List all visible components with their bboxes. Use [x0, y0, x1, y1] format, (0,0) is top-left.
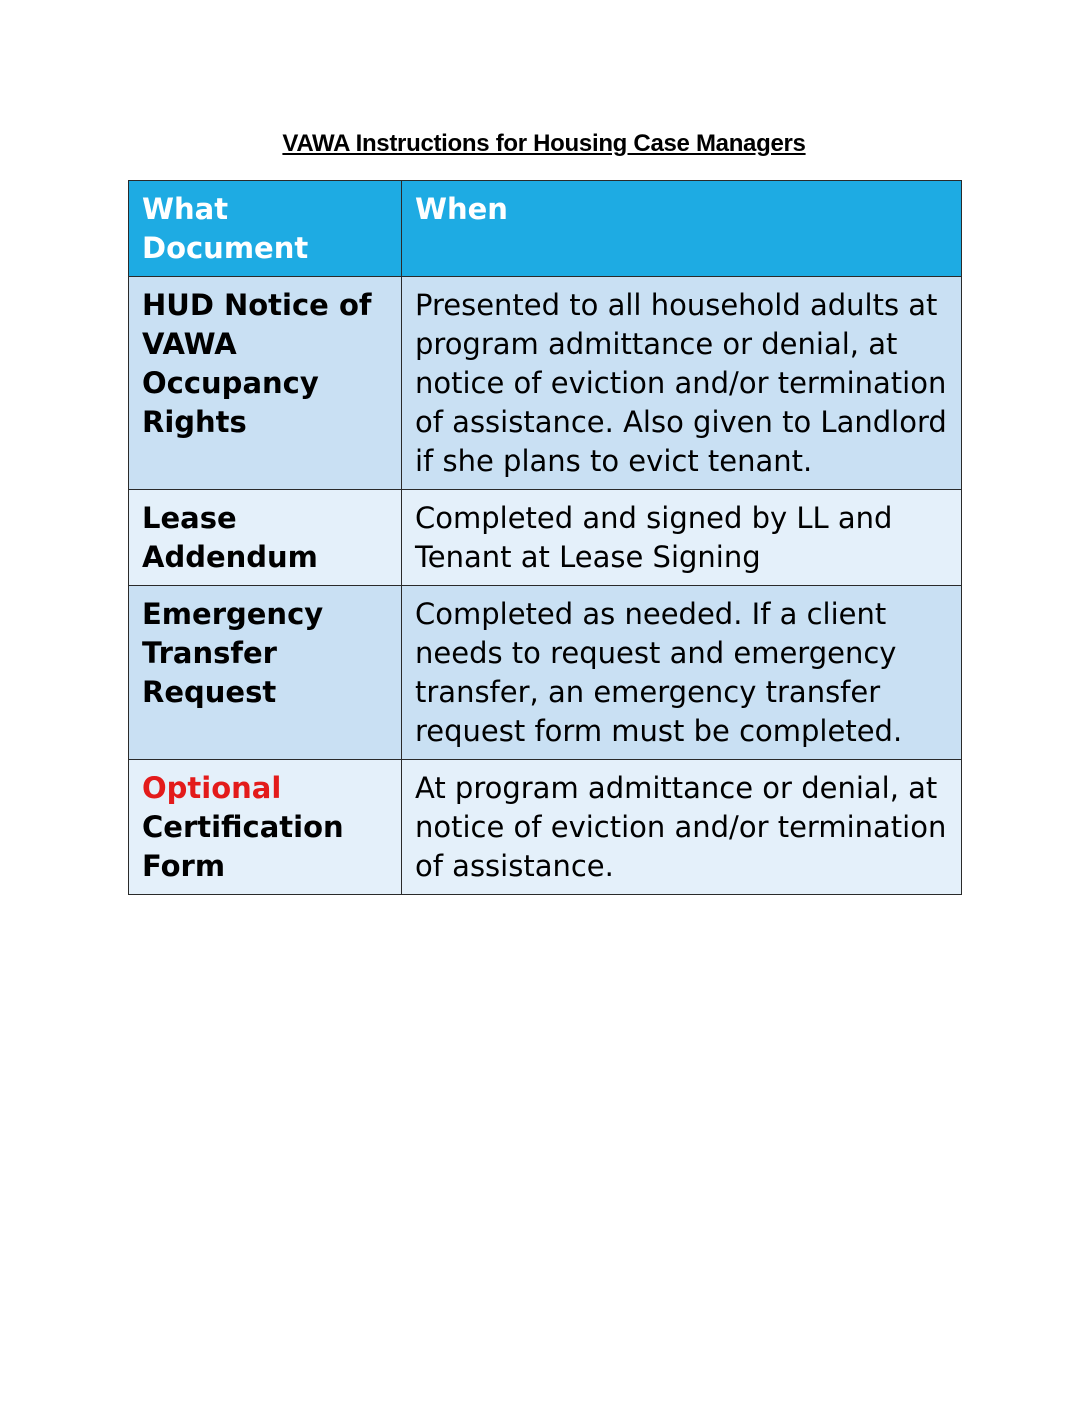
- document-cell: HUD Notice of VAWA Occupancy Rights: [129, 277, 402, 490]
- when-cell: Presented to all household adults at program admittance or denial, at notice of eviction and/or termination of assistance. Also given to Landlord if she plans to evict tenant.: [402, 277, 962, 490]
- table-row: [129, 586, 962, 760]
- table-header-row: [129, 181, 962, 277]
- when-cell: Completed and signed by LL and Tenant at Lease Signing: [402, 490, 962, 586]
- header-what-document: What Document: [129, 181, 402, 277]
- header-when: When: [402, 181, 962, 277]
- vawa-instructions-table: [128, 180, 962, 895]
- document-name: Certification Form: [142, 810, 344, 883]
- document-cell: Lease Addendum: [129, 490, 402, 586]
- document-cell: [129, 760, 402, 895]
- optional-label: Optional: [142, 771, 282, 805]
- table-row: [129, 760, 962, 895]
- when-cell: At program admittance or denial, at notice of eviction and/or termination of assistance.: [402, 760, 962, 895]
- table-row: [129, 490, 962, 586]
- table-row: [129, 277, 962, 490]
- when-cell: Completed as needed. If a client needs to request and emergency transfer, an emergency transfer request form must be completed.: [402, 586, 962, 760]
- document-cell: Emergency Transfer Request: [129, 586, 402, 760]
- page-title: VAWA Instructions for Housing Case Managers: [282, 130, 806, 157]
